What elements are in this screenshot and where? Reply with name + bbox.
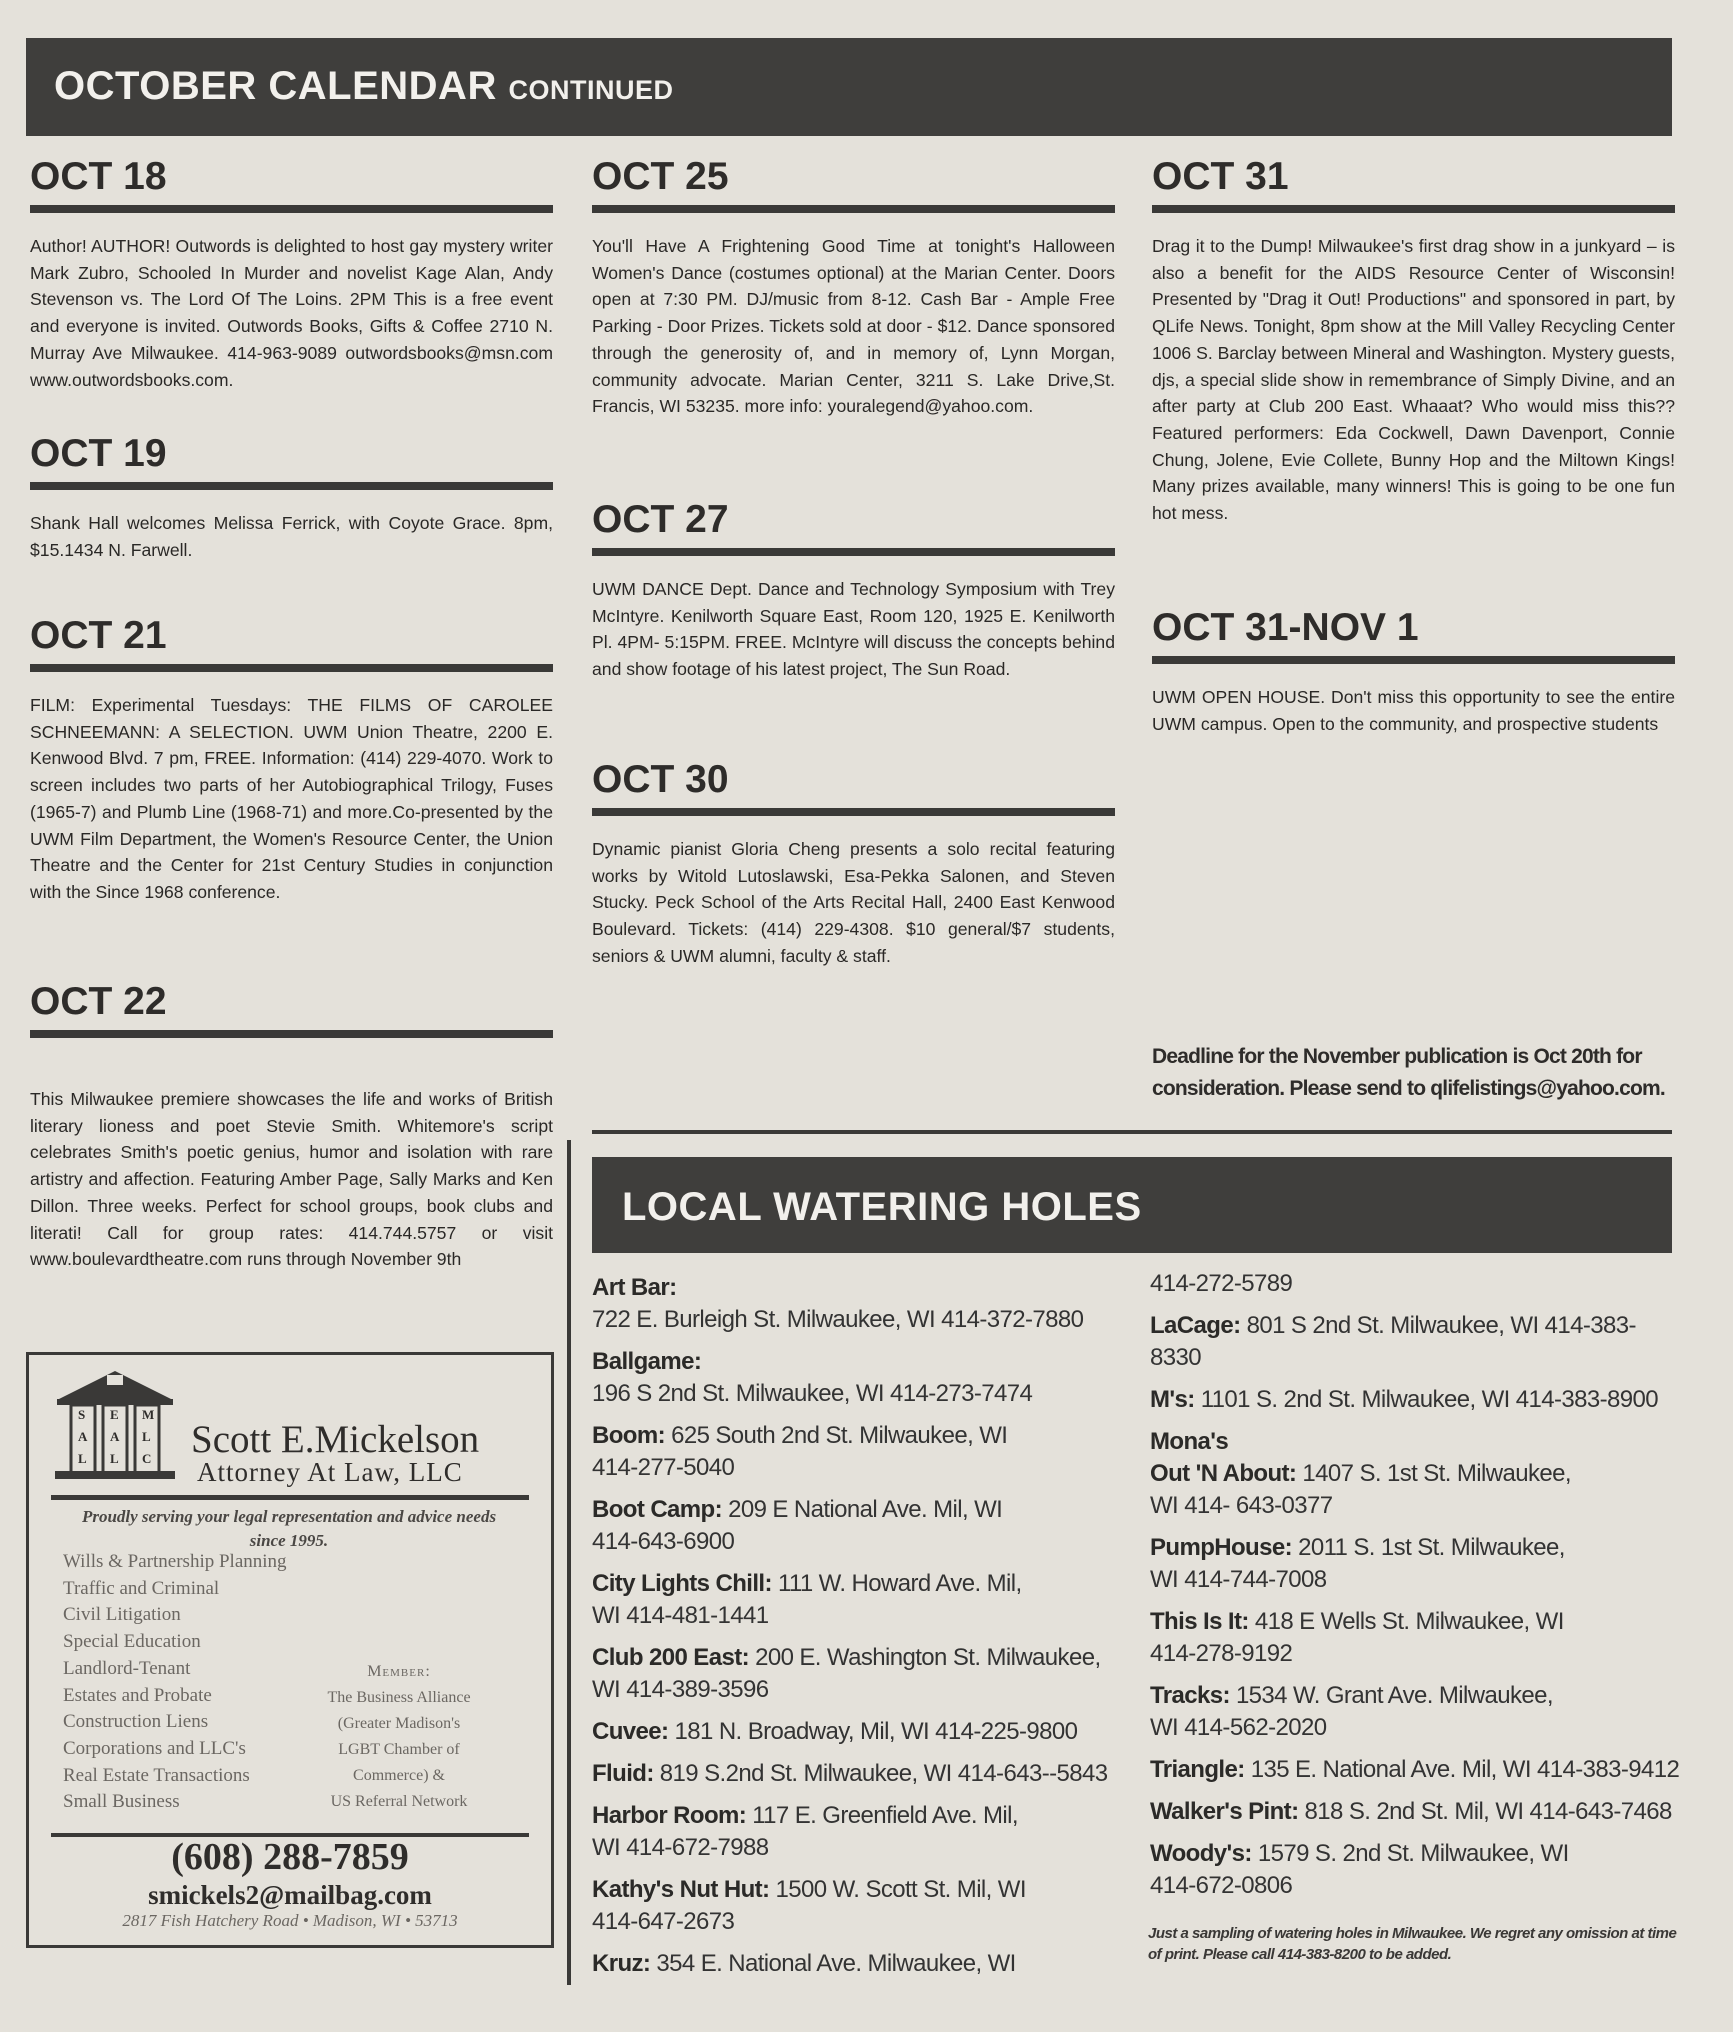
logo-letter: L [142, 1429, 151, 1444]
logo-letter: A [110, 1429, 120, 1444]
event-description: UWM DANCE Dept. Dance and Technology Symposium with Trey McIntyre. Kenilworth Square East, Room 120, 1925 E. Kenilworth Pl. 4PM- 5:15PM. FREE. McIntyre will discuss the concepts behind and show footage of his latest project, The Sun Road. [592, 579, 1115, 680]
divider [30, 1030, 553, 1038]
event-oct18 [30, 155, 553, 393]
section-rule [592, 1130, 1672, 1134]
event-description: Dynamic pianist Gloria Cheng presents a solo recital featuring works by Witold Lutoslawski, Esa-Pekka Salonen, and Steven Stucky. Peck School of the Arts Recital Hall, 2400 East Kenwood Boulevard. Tickets: (414) 229-4308. $10 general/$7 students, seniors & UWM alumni, faculty & staff. [592, 839, 1115, 966]
venue-name: Walker's Pint: [1150, 1798, 1299, 1825]
venue-listing [1150, 1458, 1590, 1522]
service-item: Civil Litigation [63, 1604, 181, 1626]
venue-listing [1150, 1426, 1680, 1458]
divider [1152, 656, 1675, 664]
service-item: Corporations and LLC's [63, 1737, 246, 1759]
venue-listing [592, 1494, 1012, 1558]
logo-letter: M [142, 1407, 155, 1422]
venue-name: Mona's [1150, 1428, 1229, 1455]
event-date: OCT 18 [30, 155, 167, 198]
venue-listing [592, 1420, 1012, 1484]
venue-name: City Lights Chill: [592, 1570, 772, 1597]
services-list [63, 1549, 287, 1816]
divider [592, 548, 1115, 556]
divider [30, 205, 553, 213]
email-address: smickels2@mailbag.com [148, 1880, 432, 1910]
event-description: UWM OPEN HOUSE. Don't miss this opportunity to see the entire UWM campus. Open to the community, and prospective students [1152, 687, 1675, 734]
venue-address: 181 N. Broadway, Mil, WI 414-225-9800 [674, 1718, 1078, 1745]
venue-name: Triangle: [1150, 1756, 1245, 1783]
venue-listing [1150, 1606, 1570, 1670]
venue-name: Boom: [592, 1422, 665, 1449]
event-date: OCT 27 [592, 498, 729, 541]
event-description: Drag it to the Dump! Milwaukee's first drag show in a junkyard – is also a benefit for the AIDS Resource Center of Wisconsin! Presented by "Drag it Out! Productions" and sponsored in part, by QLife News. Tonight, 8pm show at the Mill Valley Recycling Center 1006 S. Barclay between Mineral and Washington. Mystery guests, djs, a special slide show in remembrance of Simply Divine, and an after party at Club 200 East. Whaaat? Who would miss this?? Featured performers: Eda Cockwell, Dawn Davenport, Connie Chung, Jolene, Evie Collete, Bunny Hop and the Miltown Kings! Many prizes available, many winners! This is going to be one fun hot mess. [1152, 236, 1675, 524]
event-oct30 [592, 758, 1115, 970]
event-description: Author! AUTHOR! Outwords is delighted to host gay mystery writer Mark Zubro, Schooled In Murder and novelist Kage Alan, Andy Stevenson vs. The Lord Of The Loins. 2PM This is a free event and everyone is invited. Outwords Books, Gifts & Coffee 2710 N. Murray Ave Milwaukee. 414-963-9089 outwordsbooks@msn.com www.outwordsbooks.com. [30, 236, 553, 390]
membership-info [299, 1659, 499, 1815]
venue-listing [1150, 1680, 1570, 1744]
calendar-banner [26, 38, 1672, 136]
venue-listing [592, 1758, 1132, 1790]
logo-letter: A [78, 1429, 88, 1444]
page-title [54, 64, 673, 109]
venue-address: 2011 S. 1st St. Milwaukee, WI 414-744-7008 [1150, 1534, 1565, 1593]
venue-listing [592, 1272, 1132, 1336]
lawyer-ad [26, 1352, 554, 1948]
event-date: OCT 30 [592, 758, 729, 801]
event-oct22 [30, 980, 553, 1273]
venue-name: Harbor Room: [592, 1802, 747, 1829]
event-date: OCT 22 [30, 980, 167, 1023]
event-description: FILM: Experimental Tuesdays: THE FILMS OF CAROLEE SCHNEEMANN: A SELECTION. UWM Union Theatre, 2200 E. Kenwood Blvd. 7 pm, FREE. Information: (414) 229-4070. Work to screen includes two parts of her Autobiographical Trilogy, Fuses (1965-7) and Plumb Line (1968-71) and more.Co-presented by the UWM Film Department, the Women's Resource Center, the Union Theatre and the Center for 21st Century Studies in conjunction with the Since 1968 conference. [30, 695, 553, 902]
venue-listing [592, 1874, 1052, 1938]
logo-letter: L [78, 1451, 87, 1466]
venue-listing [592, 1568, 1052, 1632]
street-address: 2817 Fish Hatchery Road • Madison, WI • 53713 [122, 1911, 458, 1930]
divider [592, 808, 1115, 816]
venue-name: M's: [1150, 1386, 1195, 1413]
watering-holes-right [1150, 1268, 1680, 1912]
venue-listing [1150, 1796, 1680, 1828]
service-item: Estates and Probate [63, 1684, 212, 1706]
event-description: Shank Hall welcomes Melissa Ferrick, with Coyote Grace. 8pm, $15.1434 N. Farwell. [30, 513, 553, 560]
venue-address: 1101 S. 2nd St. Milwaukee, WI 414-383-8900 [1200, 1386, 1659, 1413]
divider [592, 205, 1115, 213]
venue-listing [592, 1948, 1132, 1980]
event-date: OCT 25 [592, 155, 729, 198]
venue-name: Tracks: [1150, 1682, 1230, 1709]
venue-address-continued: 414-272-5789 [1150, 1270, 1293, 1297]
watering-holes-left [592, 1272, 1132, 1990]
venue-name: PumpHouse: [1150, 1534, 1293, 1561]
logo-letter: C [142, 1451, 152, 1466]
venue-address: 1534 W. Grant Ave. Milwaukee, WI 414-562-2020 [1150, 1682, 1553, 1741]
venue-address: 801 S 2nd St. Milwaukee, WI 414-383-8330 [1150, 1312, 1636, 1371]
venue-name: Ballgame: [592, 1348, 702, 1375]
venue-name: Boot Camp: [592, 1496, 722, 1523]
venue-address: 1407 S. 1st St. Milwaukee, WI 414- 643-0377 [1150, 1460, 1571, 1519]
member-line: The Business Alliance [327, 1689, 471, 1706]
venue-name: Art Bar: [592, 1274, 677, 1301]
divider [30, 664, 553, 672]
event-description: This Milwaukee premiere showcases the life and works of British literary lioness and poet Stevie Smith. Whitemore's script celebrates Smith's poetic genius, humor and isolation with rare artistry and affection. Featuring Amber Page, Sally Marks and Ken Dillon. Three weeks. Perfect for school groups, book clubs and literati! Call for group rates: 414.744.5757 or visit www.boulevardtheatre.com runs through November 9th [30, 1089, 553, 1270]
pillars-icon [51, 1365, 179, 1485]
venue-name: Cuvee: [592, 1718, 669, 1745]
law-firm-logo [51, 1365, 179, 1485]
logo-letter: E [110, 1407, 119, 1422]
venue-address: 209 E National Ave. Mil, WI 414-643-6900 [592, 1496, 1003, 1555]
event-oct27 [592, 498, 1115, 683]
venue-name: Fluid: [592, 1760, 654, 1787]
member-line: Commerce) & [353, 1767, 445, 1784]
venue-address: 818 S. 2nd St. Mil, WI 414-643-7468 [1304, 1798, 1672, 1825]
service-item: Landlord-Tenant [63, 1657, 191, 1679]
venue-name: Out 'N About: [1150, 1460, 1297, 1487]
venue-name: Woody's: [1150, 1840, 1252, 1867]
member-line: LGBT Chamber of [338, 1741, 460, 1758]
venue-name: Club 200 East: [592, 1644, 749, 1671]
venue-listing [1150, 1384, 1680, 1416]
disclaimer-note: Just a sampling of watering holes in Milwaukee. We regret any omission at time of print. Please call 414-383-8200 to be added. [1148, 1925, 1677, 1963]
member-heading: Member: [367, 1663, 431, 1680]
service-item: Real Estate Transactions [63, 1764, 250, 1786]
venue-address: 135 E. National Ave. Mil, WI 414-383-9412 [1250, 1756, 1680, 1783]
event-date: OCT 31-NOV 1 [1152, 606, 1419, 649]
venue-listing [1150, 1838, 1570, 1902]
watering-holes-banner [592, 1157, 1672, 1253]
venue-listing [592, 1800, 1052, 1864]
service-item: Construction Liens [63, 1711, 209, 1733]
event-oct25 [592, 155, 1115, 420]
event-oct19 [30, 432, 553, 563]
venue-listing [1150, 1532, 1590, 1596]
banner-subtitle: CONTINUED [508, 75, 674, 105]
logo-letter: L [110, 1451, 119, 1466]
venue-address: 117 E. Greenfield Ave. Mil, WI 414-672-7988 [592, 1802, 1018, 1861]
member-line: US Referral Network [330, 1793, 468, 1810]
firm-tagline: Proudly serving your legal representation and advice needs since 1995. [81, 1507, 497, 1550]
venue-name: This Is It: [1150, 1608, 1249, 1635]
section-title: LOCAL WATERING HOLES [622, 1185, 1142, 1229]
event-oct31-nov1 [1152, 606, 1675, 737]
service-item: Traffic and Criminal [63, 1577, 220, 1599]
event-description: You'll Have A Frightening Good Time at tonight's Halloween Women's Dance (costumes optional) at the Marian Center. Doors open at 7:30 PM. DJ/music from 8-12. Cash Bar - Ample Free Parking - Door Prizes. Tickets sold at door - $12. Dance sponsored through the generosity of, and in memory of, Lynn Morgan, community advocate. Marian Center, 3211 S. Lake Drive,St. Francis, WI 53235. more info: youralegend@yahoo.com. [592, 236, 1115, 417]
venue-name: LaCage: [1150, 1312, 1241, 1339]
logo-letter: S [78, 1407, 86, 1422]
divider [51, 1495, 529, 1500]
venue-address: 1500 W. Scott St. Mil, WI 414-647-2673 [592, 1876, 1026, 1935]
event-date: OCT 19 [30, 432, 167, 475]
venue-address: 354 E. National Ave. Milwaukee, WI [656, 1950, 1016, 1977]
phone-number: (608) 288-7859 [171, 1836, 409, 1878]
event-oct21 [30, 614, 553, 906]
event-oct31 [1152, 155, 1675, 527]
venue-listing [592, 1346, 1132, 1410]
divider [30, 482, 553, 490]
firm-name: Scott E.Mickelson [191, 1418, 480, 1461]
column-divider [567, 1140, 571, 1985]
venue-address: 200 E. Washington St. Milwaukee, WI 414-389-3596 [592, 1644, 1101, 1703]
venue-listing [592, 1716, 1132, 1748]
venue-name: Kathy's Nut Hut: [592, 1876, 770, 1903]
member-line: (Greater Madison's [337, 1715, 461, 1732]
event-date: OCT 31 [1152, 155, 1289, 198]
deadline-notice: Deadline for the November publication is Oct 20th for consideration. Please send to qlifelistings@yahoo.com. [1152, 1045, 1665, 1100]
divider [1152, 205, 1675, 213]
venue-address: 625 South 2nd St. Milwaukee, WI 414-277-5040 [592, 1422, 1008, 1481]
venue-listing [592, 1642, 1112, 1706]
service-item: Special Education [63, 1631, 201, 1653]
venue-address: 111 W. Howard Ave. Mil, WI 414-481-1441 [592, 1570, 1022, 1629]
venue-address: 1579 S. 2nd St. Milwaukee, WI 414-672-0806 [1150, 1840, 1569, 1899]
venue-address: 418 E Wells St. Milwaukee, WI 414-278-9192 [1150, 1608, 1564, 1667]
service-item: Small Business [63, 1791, 180, 1813]
event-date: OCT 21 [30, 614, 167, 657]
firm-subtitle: Attorney At Law, LLC [197, 1457, 463, 1487]
banner-title-text: OCTOBER CALENDAR [54, 64, 497, 108]
venue-address: 819 S.2nd St. Milwaukee, WI 414-643--5843 [659, 1760, 1108, 1787]
venue-listing [1150, 1310, 1680, 1374]
venue-address: 722 E. Burleigh St. Milwaukee, WI 414-372-7880 [592, 1306, 1084, 1333]
venue-listing [1150, 1754, 1680, 1786]
venue-name: Kruz: [592, 1950, 651, 1977]
venue-address: 196 S 2nd St. Milwaukee, WI 414-273-7474 [592, 1380, 1033, 1407]
service-item: Wills & Partnership Planning [63, 1551, 287, 1572]
